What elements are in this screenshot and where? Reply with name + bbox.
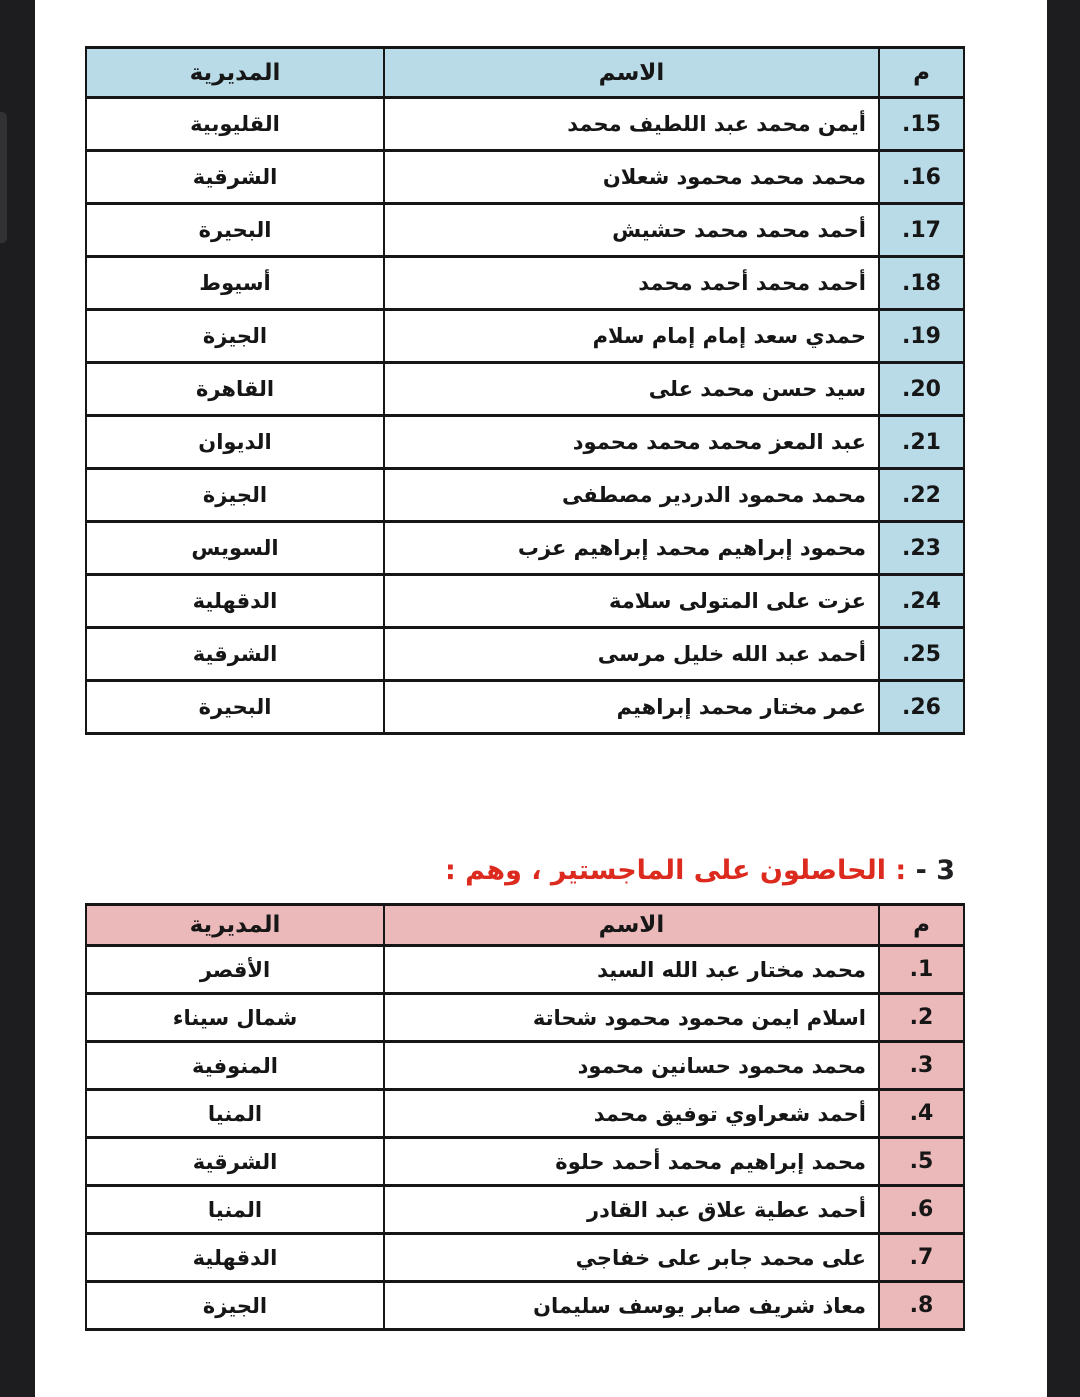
directorate-cell: المنيا <box>86 1186 384 1234</box>
directorate-cell: الديوان <box>86 416 384 469</box>
table-row <box>86 257 964 310</box>
table-row <box>86 994 964 1042</box>
row-number-cell: 16. <box>879 151 964 204</box>
table-row <box>86 575 964 628</box>
row-number-cell: 26. <box>879 681 964 734</box>
person-name-cell: محمد محمود الدردير مصطفى <box>384 469 879 522</box>
directorate-cell: المنوفية <box>86 1042 384 1090</box>
table-row <box>86 1090 964 1138</box>
person-name-cell: محمد مختار عبد الله السيد <box>384 946 879 994</box>
scrollbar-thumb[interactable] <box>0 112 7 243</box>
table-row <box>86 469 964 522</box>
person-name-cell: محمود إبراهيم محمد إبراهيم عزب <box>384 522 879 575</box>
row-number-cell: 21. <box>879 416 964 469</box>
person-name-cell: عزت على المتولى سلامة <box>384 575 879 628</box>
person-name-cell: محمد محمد محمود شعلان <box>384 151 879 204</box>
directorate-cell: الشرقية <box>86 628 384 681</box>
row-number-cell: 3. <box>879 1042 964 1090</box>
person-name-cell: اسلام ايمن محمود محمود شحاتة <box>384 994 879 1042</box>
person-name-cell: أحمد عبد الله خليل مرسى <box>384 628 879 681</box>
directorate-cell: أسيوط <box>86 257 384 310</box>
table-row <box>86 628 964 681</box>
directorate-cell: الدقهلية <box>86 575 384 628</box>
person-name-cell: حمدي سعد إمام إمام سلام <box>384 310 879 363</box>
directorate-cell: شمال سيناء <box>86 994 384 1042</box>
directorate-cell: الجيزة <box>86 310 384 363</box>
table-row <box>86 946 964 994</box>
table-row <box>86 1138 964 1186</box>
directorate-cell: الجيزة <box>86 469 384 522</box>
masters-holders-table <box>85 903 965 1331</box>
person-name-cell: عبد المعز محمد محمد محمود <box>384 416 879 469</box>
directorate-cell: القاهرة <box>86 363 384 416</box>
section-title: : الحاصلون على الماجستير ، وهم : <box>444 855 907 886</box>
directorate-cell: الأقصر <box>86 946 384 994</box>
section-number: 3 - <box>906 855 955 886</box>
table-row <box>86 1234 964 1282</box>
row-number-cell: 23. <box>879 522 964 575</box>
col-header-num: م <box>879 905 964 946</box>
directorate-cell: السويس <box>86 522 384 575</box>
row-number-cell: 4. <box>879 1090 964 1138</box>
directorate-cell: البحيرة <box>86 681 384 734</box>
directorate-cell: القليوبية <box>86 98 384 151</box>
row-number-cell: 24. <box>879 575 964 628</box>
row-number-cell: 5. <box>879 1138 964 1186</box>
col-header-num: م <box>879 48 964 98</box>
person-name-cell: سيد حسن محمد على <box>384 363 879 416</box>
directorate-cell: الجيزة <box>86 1282 384 1330</box>
document-page <box>35 0 1047 1397</box>
person-name-cell: محمد محمود حسانين محمود <box>384 1042 879 1090</box>
row-number-cell: 15. <box>879 98 964 151</box>
table-header-row <box>86 48 964 98</box>
table-row <box>86 310 964 363</box>
col-header-name: الاسم <box>384 48 879 98</box>
row-number-cell: 22. <box>879 469 964 522</box>
table-row <box>86 204 964 257</box>
table-row <box>86 363 964 416</box>
person-name-cell: معاذ شريف صابر يوسف سليمان <box>384 1282 879 1330</box>
person-name-cell: محمد إبراهيم محمد أحمد حلوة <box>384 1138 879 1186</box>
table-row <box>86 522 964 575</box>
person-name-cell: على محمد جابر على خفاجي <box>384 1234 879 1282</box>
person-name-cell: أحمد محمد أحمد محمد <box>384 257 879 310</box>
directorate-cell: الشرقية <box>86 1138 384 1186</box>
directorate-cell: المنيا <box>86 1090 384 1138</box>
person-name-cell: أيمن محمد عبد اللطيف محمد <box>384 98 879 151</box>
table-row <box>86 151 964 204</box>
row-number-cell: 17. <box>879 204 964 257</box>
viewer-right-frame <box>1047 0 1080 1397</box>
table-row <box>86 1282 964 1330</box>
row-number-cell: 20. <box>879 363 964 416</box>
row-number-cell: 1. <box>879 946 964 994</box>
person-name-cell: أحمد محمد محمد حشيش <box>384 204 879 257</box>
table-row <box>86 681 964 734</box>
table-row <box>86 98 964 151</box>
row-number-cell: 8. <box>879 1282 964 1330</box>
row-number-cell: 7. <box>879 1234 964 1282</box>
row-number-cell: 2. <box>879 994 964 1042</box>
person-name-cell: عمر مختار محمد إبراهيم <box>384 681 879 734</box>
row-number-cell: 18. <box>879 257 964 310</box>
person-name-cell: أحمد عطية علاق عبد القادر <box>384 1186 879 1234</box>
row-number-cell: 25. <box>879 628 964 681</box>
masters-section-heading <box>85 849 963 893</box>
directorate-cell: البحيرة <box>86 204 384 257</box>
col-header-directorate: المديرية <box>86 48 384 98</box>
row-number-cell: 19. <box>879 310 964 363</box>
viewer-left-frame <box>0 0 35 1397</box>
col-header-directorate: المديرية <box>86 905 384 946</box>
row-number-cell: 6. <box>879 1186 964 1234</box>
table-row <box>86 416 964 469</box>
directorate-cell: الدقهلية <box>86 1234 384 1282</box>
table-row <box>86 1042 964 1090</box>
person-name-cell: أحمد شعراوي توفيق محمد <box>384 1090 879 1138</box>
table-header-row <box>86 905 964 946</box>
table-row <box>86 1186 964 1234</box>
phd-holders-table <box>85 46 965 735</box>
directorate-cell: الشرقية <box>86 151 384 204</box>
col-header-name: الاسم <box>384 905 879 946</box>
